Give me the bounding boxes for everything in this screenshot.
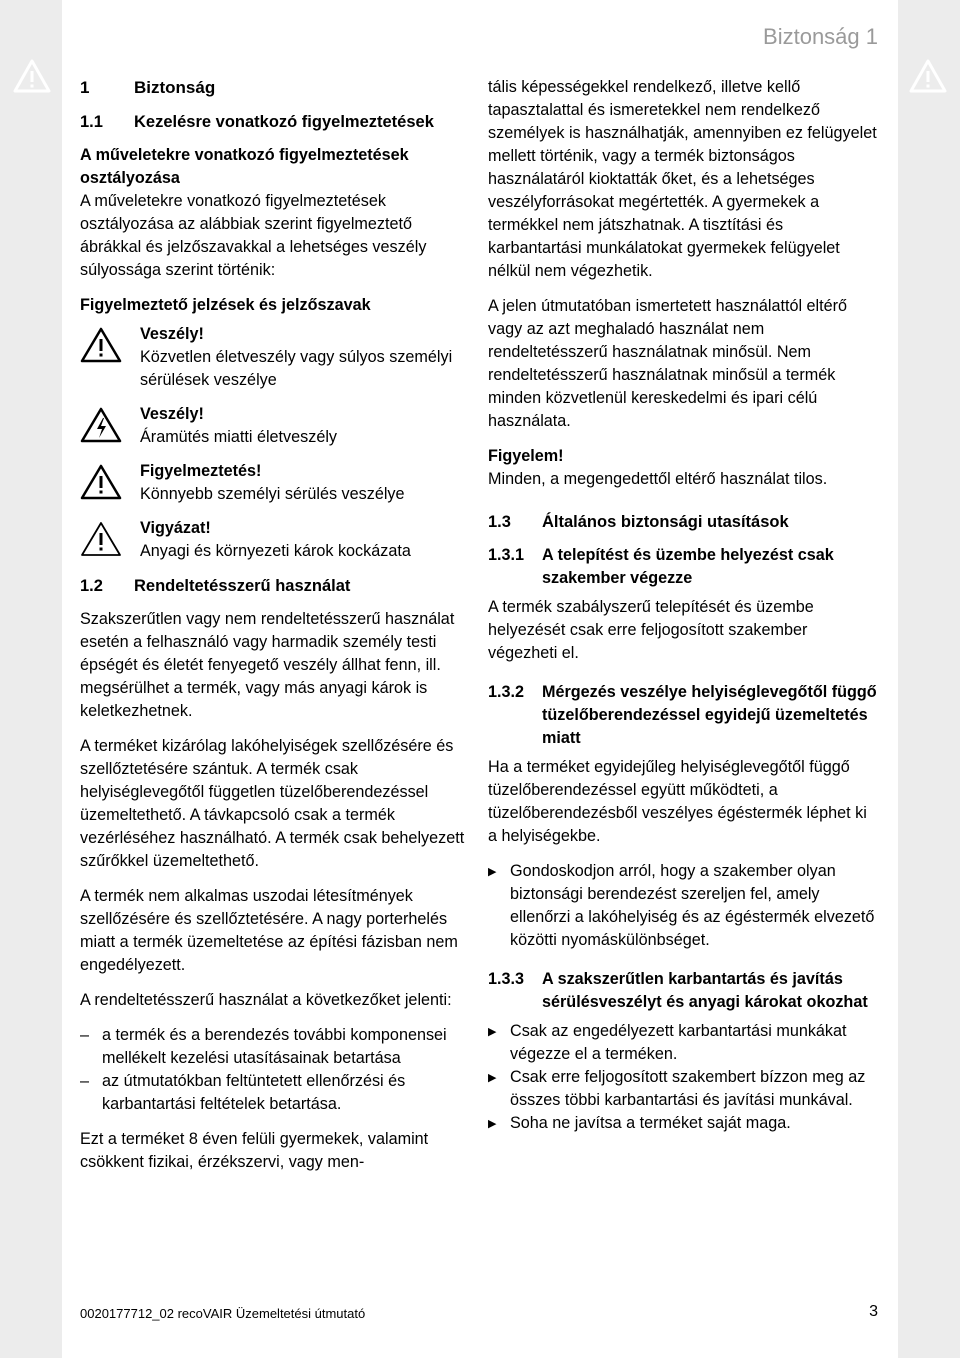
list-item: ▶ Soha ne javítsa a terméket saját maga. <box>488 1112 880 1136</box>
electric-shock-triangle-icon <box>80 403 140 449</box>
instruction-list <box>488 1020 880 1136</box>
section-title: Kezelésre vonatkozó figyelmeztetések <box>134 113 434 131</box>
left-column <box>80 76 472 1186</box>
section-number: 1 <box>80 78 90 97</box>
section-title: A szakszerűtlen karbantartás és javítás sérülésveszélyt és anyagi károkat okozhat <box>542 970 868 1011</box>
subheading: A műveletekre vonatkozó figyelmeztetések osztályozása <box>80 146 409 187</box>
warning-description: Áramütés miatti életveszély <box>140 428 338 446</box>
warning-signal-word: Vigyázat! <box>140 519 211 537</box>
section-1-3-3-heading <box>488 968 880 1014</box>
section-title: Általános biztonsági utasítások <box>542 513 789 531</box>
page-number: 3 <box>869 1303 878 1320</box>
paragraph: Ezt a terméket 8 éven felüli gyermekek, valamint csökkent fizikai, érzékszervi, vagy men- <box>80 1130 429 1171</box>
arrow-bullet-icon: ▶ <box>488 1072 497 1084</box>
caution-triangle-icon <box>80 517 140 563</box>
footer-document-id: 0020177712_02 recoVAIR Üzemeltetési útmutató <box>80 1306 366 1321</box>
section-number: 1.1 <box>80 113 103 131</box>
subheading: Figyelmeztető jelzések és jelzőszavak <box>80 296 371 314</box>
warning-item <box>80 323 472 392</box>
section-1-heading <box>80 76 472 99</box>
section-title: Mérgezés veszélye helyiséglevegőtől függő tüzelőberendezéssel egyidejű üzemeltetés miatt <box>542 683 877 747</box>
list-item: – a termék és a berendezés további komponensei mellékelt kezelési utasításainak betartása <box>80 1024 472 1070</box>
warning-item <box>80 517 472 563</box>
list-item: ▶ Gondoskodjon arról, hogy a szakember olyan biztonsági berendezést szereljen fel, amely ellenőrzi a lakóhelyiség és az égéstermék elvezető közötti nyomáskülönbséget. <box>488 860 880 952</box>
warning-signal-word: Figyelmeztetés! <box>140 462 262 480</box>
warning-triangle-icon <box>12 58 52 94</box>
note-text: Minden, a megengedettől eltérő használat tilos. <box>488 470 828 488</box>
paragraph: A terméket kizárólag lakóhelyiségek szellőzésére és szellőztetésére szántuk. A termék csak helyiséglevegőtől független tüzelőberendezéssel üzemeltethető. A távkapcsoló csak a termék vezérléséhez használható. A termék csak behelyezett szűrőkkel üzemeltethető. <box>80 737 465 870</box>
section-number: 1.2 <box>80 577 103 595</box>
warning-description: Könnyebb személyi sérülés veszélye <box>140 485 405 503</box>
paragraph: A termék szabályszerű telepítését és üzembe helyezését csak erre feljogosított szakember végezheti el. <box>488 598 814 662</box>
warning-item <box>80 460 472 506</box>
paragraph: A műveletekre vonatkozó figyelmeztetések osztályozása az alábbiak szerint figyelmeztető ábrákkal és jelzőszavakkal a lehetséges veszély súlyossága szerint történik: <box>80 192 427 279</box>
warning-item <box>80 403 472 449</box>
paragraph: A rendeltetésszerű használat a következőket jelenti: <box>80 991 452 1009</box>
warning-signal-word: Veszély! <box>140 325 204 343</box>
section-title: A telepítést és üzembe helyezést csak szakember végezze <box>542 546 834 587</box>
paragraph: tális képességekkel rendelkező, illetve kellő tapasztalattal és ismeretekkel nem rendelkező személyek is használhatják, amennyiben ez felügyelet mellett történik, vagy a termék biztonságos használatáról kioktatták őket, és a lehetséges veszélyforrásokat megértették. A gyermekek a termékkel nem játszhatnak. A tisztítási és karbantartási munkálatokat gyermekek felügyelet nélkül nem végezhetik. <box>488 78 877 280</box>
warning-triangle-icon <box>80 460 140 506</box>
paragraph: A termék nem alkalmas uszodai létesítmények szellőzésére és szellőztetésére. A nagy porterhelés miatt a termék üzemeltetése az építési fázisban nem engedélyezett. <box>80 887 458 974</box>
right-column <box>488 76 880 1148</box>
section-number: 1.3.1 <box>488 546 525 564</box>
section-1-1-heading <box>80 111 472 134</box>
section-number: 1.3 <box>488 513 511 531</box>
list-item: ▶ Csak erre feljogosított szakembert bízzon meg az összes többi karbantartási és javítási munkával. <box>488 1066 880 1112</box>
paragraph: Ha a terméket egyidejűleg helyiséglevegőtől függő tüzelőberendezéssel együtt működteti, a tüzelőberendezésből veszélyes égéstermék léphet ki a helyiségekbe. <box>488 758 867 845</box>
warning-description: Anyagi és környezeti károk kockázata <box>140 542 411 560</box>
instruction-list <box>488 860 880 952</box>
section-1-3-2-heading <box>488 681 880 750</box>
section-number: 1.3.3 <box>488 970 525 988</box>
paragraph: A jelen útmutatóban ismertetett használattól eltérő vagy az azt meghaladó használat nem rendeltetésszerű használatnak minősül. Nem rendeltetésszerű használatnak minősül a termék minden közvetlenül kereskedelmi és ipari célú használata. <box>488 297 848 430</box>
arrow-bullet-icon: ▶ <box>488 1118 497 1130</box>
section-1-2-heading <box>80 575 472 598</box>
note-title: Figyelem! <box>488 447 564 465</box>
page-header: Biztonság 1 <box>763 24 878 49</box>
arrow-bullet-icon: ▶ <box>488 1026 497 1038</box>
dash-bullet: – <box>80 1072 90 1090</box>
warning-triangle-icon <box>908 58 948 94</box>
right-margin-strip <box>898 0 960 1358</box>
section-title: Rendeltetésszerű használat <box>134 577 351 595</box>
list-item: ▶ Csak az engedélyezett karbantartási munkákat végezze el a terméken. <box>488 1020 880 1066</box>
warning-list <box>80 323 472 563</box>
arrow-bullet-icon: ▶ <box>488 866 497 878</box>
section-number: 1.3.2 <box>488 683 525 701</box>
section-1-3-1-heading <box>488 544 880 590</box>
warning-description: Közvetlen életveszély vagy súlyos személyi sérülések veszélye <box>140 348 453 389</box>
warning-signal-word: Veszély! <box>140 405 204 423</box>
left-margin-strip <box>0 0 62 1358</box>
section-1-3-heading <box>488 511 880 534</box>
dash-bullet: – <box>80 1026 90 1044</box>
section-title: Biztonság <box>134 78 216 97</box>
danger-triangle-icon <box>80 323 140 392</box>
list-item: – az útmutatókban feltüntetett ellenőrzési és karbantartási feltételek betartása. <box>80 1070 472 1116</box>
paragraph: Szakszerűtlen vagy nem rendeltetésszerű használat esetén a felhasználó vagy harmadik személy testi épségét és életét fenyegető veszély állhat fenn, ill. megsérülhet a termék, vagy más anyagi károk is keletkezhetnek. <box>80 610 455 720</box>
dash-list <box>80 1024 472 1116</box>
